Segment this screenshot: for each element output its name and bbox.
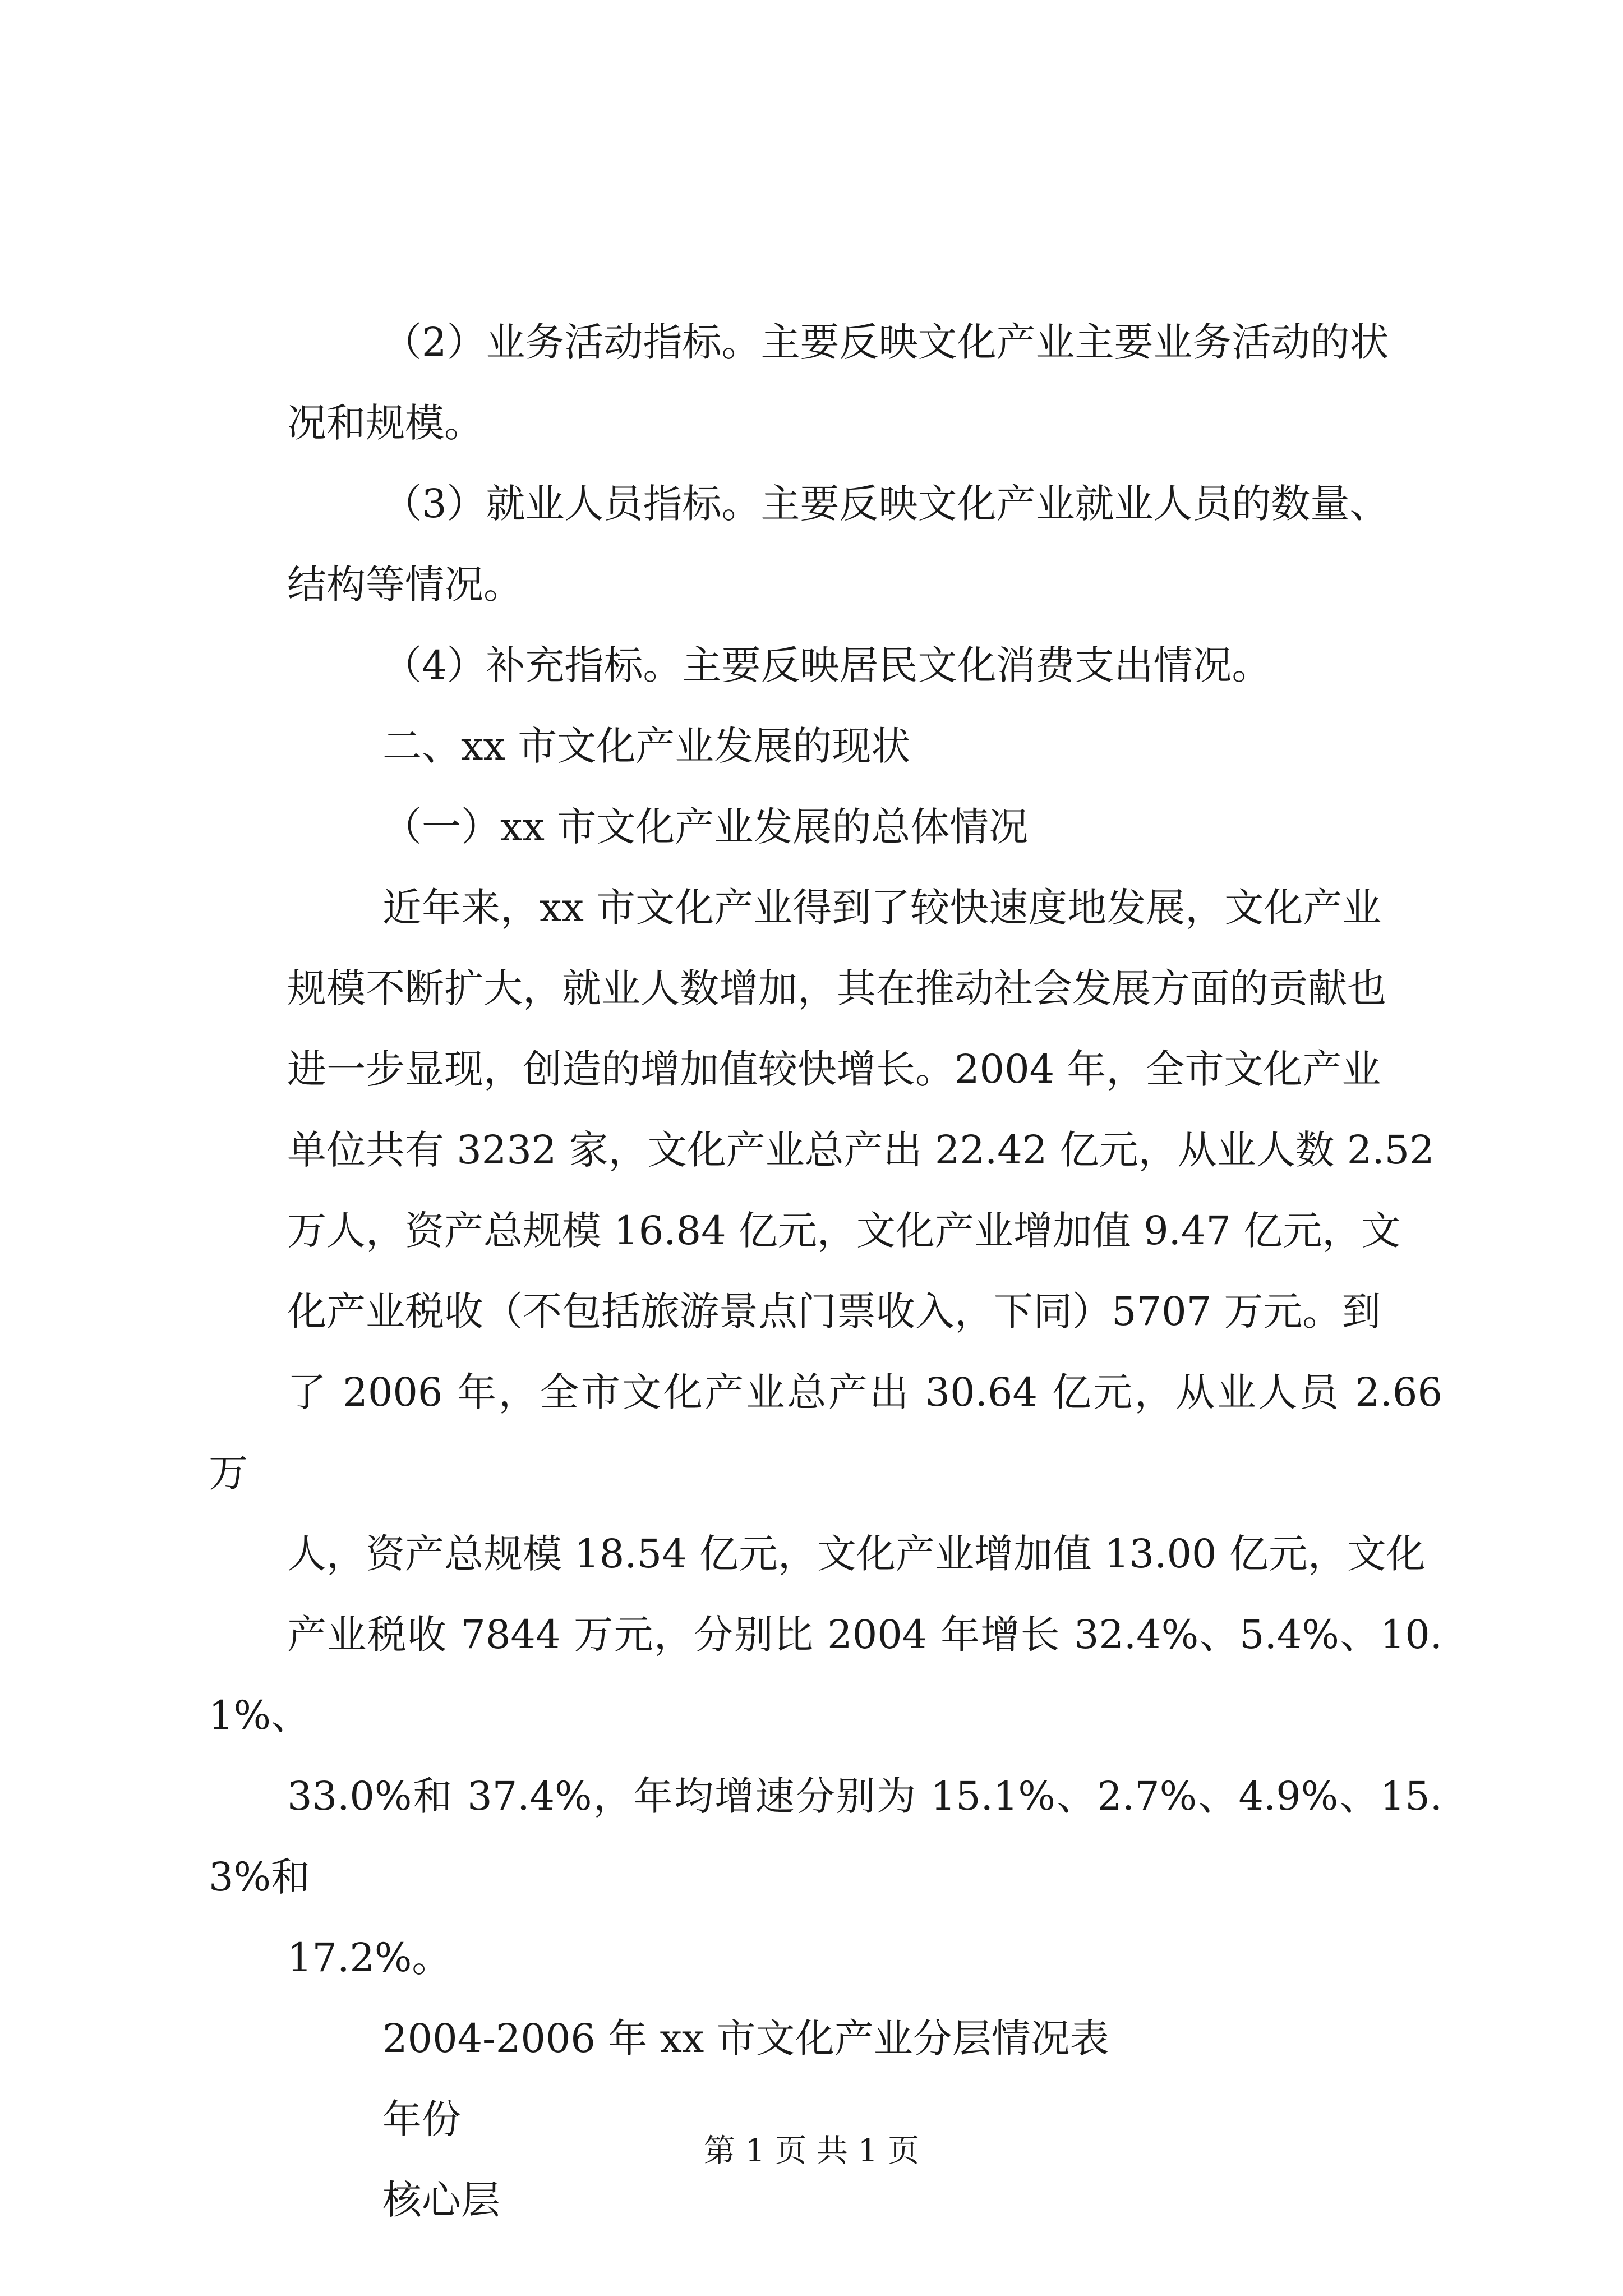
subsection-heading-overall-situation	[209, 786, 1442, 867]
text-line: 万人，资产总规模 16.84 亿元，文化产业增加值 9.47 亿元，文	[287, 1208, 1401, 1254]
text-line: 2004-2006 年 xx 市文化产业分层情况表	[382, 2016, 1109, 2062]
section-heading-current-status	[209, 706, 1442, 786]
paragraph-employment-indicators	[209, 463, 1442, 625]
page-number-footer: 第 1 页 共 1 页	[703, 2133, 920, 2169]
text-line: 结构等情况。	[287, 562, 523, 608]
text-line: 产业税收 7844 万元，分别比 2004 年增长 32.4%、5.4%、10.1%、	[209, 1612, 1442, 1738]
text-line: 规模不断扩大，就业人数增加，其在推动社会发展方面的贡献也	[287, 965, 1386, 1011]
text-line: 化产业税收（不包括旅游景点门票收入，下同）5707 万元。到	[287, 1289, 1381, 1335]
text-line: 况和规模。	[287, 400, 483, 446]
table-caption	[209, 1998, 1442, 2079]
text-line: 进一步显现，创造的增加值较快增长。2004 年，全市文化产业	[287, 1046, 1381, 1092]
text-line: 近年来，xx 市文化产业得到了较快速度地发展，文化产业	[382, 885, 1382, 931]
text-line: 17.2%。	[287, 1935, 451, 1981]
text-line: 了 2006 年，全市文化产业总产出 30.64 亿元，从业人员 2.66 万	[209, 1369, 1442, 1496]
paragraph-business-activity-indicators	[209, 302, 1442, 463]
text-line: 33.0%和 37.4%，年均增速分别为 15.1%、2.7%、4.9%、15.3%和	[209, 1773, 1442, 1900]
text-line: 年份	[382, 2096, 461, 2142]
text-line: 核心层	[382, 2177, 500, 2223]
document-body	[209, 302, 1442, 2240]
text-line: 二、xx 市文化产业发展的现状	[382, 723, 911, 769]
text-line: 人，资产总规模 18.54 亿元，文化产业增加值 13.00 亿元，文化	[287, 1531, 1426, 1577]
paragraph-overall-development	[209, 867, 1442, 1998]
text-line: （2）业务活动指标。主要反映文化产业主要业务活动的状	[382, 319, 1389, 365]
text-line: （4）补充指标。主要反映居民文化消费支出情况。	[382, 642, 1271, 688]
paragraph-supplementary-indicators	[209, 625, 1442, 706]
text-line: （3）就业人员指标。主要反映文化产业就业人员的数量、	[382, 481, 1389, 527]
text-line: 单位共有 3232 家，文化产业总产出 22.42 亿元，从业人数 2.52	[287, 1127, 1435, 1173]
text-line: （一）xx 市文化产业发展的总体情况	[382, 804, 1029, 850]
